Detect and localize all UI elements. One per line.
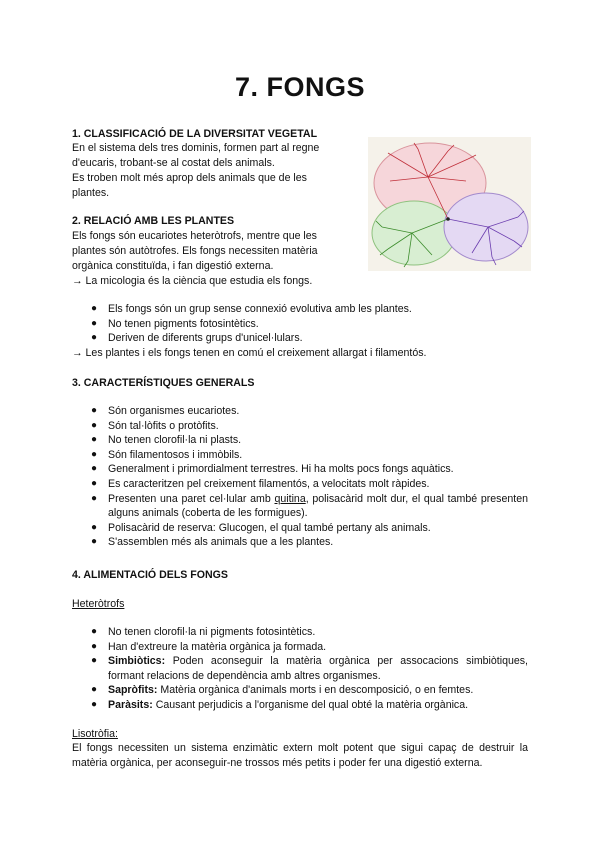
list-item: ● Sapròfits: Matèria orgànica d'animals morts i en descomposició, o en femtes. (91, 684, 474, 697)
list-item: ● Presenten una paret cel·lular amb quitina, polisacàrid molt dur, el qual també presenten alguns animals (coberta de les formigues). (91, 492, 528, 520)
bullet-icon: ● (91, 521, 98, 533)
section-4-heading: 4. ALIMENTACIÓ DELS FONGS (72, 569, 228, 581)
list-item: ● Generalment i primordialment terrestres. Hi ha molts pocs fongs aquàtics. (91, 463, 454, 476)
bullet-icon: ● (91, 477, 98, 489)
section-2-line-1: Els fongs són eucariotes heteròtrofs, mentre que les (72, 230, 317, 242)
bullet-icon: ● (91, 684, 98, 696)
bullet-icon: ● (91, 332, 98, 344)
list-item: ● No tenen clorofil·la ni pigments fotosintètics. (91, 626, 316, 638)
section-1-line-2: d'eucaris, trobant-se al costat dels animals. (72, 157, 275, 169)
section-2-line-2: plantes són autòtrofes. Els fongs necessiten matèria (72, 245, 318, 257)
quitina-term: quitina (274, 492, 306, 505)
page-title: 7. FONGS (234, 72, 366, 102)
root-node (446, 217, 450, 221)
section-2-note-2: → Les plantes i els fongs tenen en comú el creixement allargat i filamentós. (72, 347, 427, 359)
bullet-icon: ● (91, 448, 98, 460)
three-domains-tree-svg (368, 137, 531, 271)
section-1-line-3: Es troben molt més aprop dels animals que de les (72, 172, 307, 184)
list-item: ● Paràsits: Causant perjudicis a l'organisme del qual obté la matèria orgànica. (91, 698, 469, 711)
list-item: ● Són filamentosos i immòbils. (91, 448, 243, 461)
bullet-icon: ● (91, 626, 98, 637)
list-item: ● Són tal·lòfits o protòfits. (91, 419, 219, 432)
section-2-bullet-list (72, 302, 528, 346)
bullet-icon: ● (91, 434, 98, 446)
list-item: ● No tenen clorofil·la ni plasts. (91, 434, 242, 447)
list-item: ● Han d'extreure la matèria orgànica ja formada. (91, 640, 327, 653)
bullet-icon: ● (91, 419, 98, 431)
lisotrofia-paragraph: El fongs necessiten un sistema enzimàtic extern molt potent que sigui capaç de destruir la matèria orgànica, per aconseguir-ne trossos més petits i poder fer una digestió externa. (72, 742, 528, 769)
list-item: ● S'assemblen més als animals que a les plantes. (91, 536, 334, 549)
bullet-icon: ● (91, 303, 98, 314)
bullet-icon: ● (91, 492, 98, 504)
section-3-heading: 3. CARACTERÍSTIQUES GENERALS (72, 377, 255, 389)
bullet-icon: ● (91, 655, 98, 667)
list-item: ● Els fongs són un grup sense connexió evolutiva amb les plantes. (91, 303, 412, 315)
list-item: ● Deriven de diferents grups d'unicel·lulars. (91, 332, 303, 345)
section-2-note: → La micologia és la ciència que estudia els fongs. (72, 275, 313, 287)
section-1-line-4: plantes. (72, 187, 110, 199)
bullet-icon: ● (91, 536, 98, 548)
section-1-line-1: En el sistema dels tres dominis, formen part al regne (72, 142, 320, 154)
section-1-heading: 1. CLASSIFICACIÓ DE LA DIVERSITAT VEGETAL (72, 128, 318, 140)
list-item: ● Simbiòtics: Poden aconseguir la matèria orgànica per assocacions simbiòtiques, formant relacions de dependència amb altres organismes. (91, 655, 528, 682)
list-item: ● Es caracteritzen pel creixement filamentós, a velocitats molt ràpides. (91, 477, 430, 490)
bullet-icon: ● (91, 463, 98, 475)
bullet-icon: ● (91, 317, 98, 329)
bullet-icon: ● (91, 640, 98, 652)
bacteria-domain-circle (372, 201, 456, 265)
heterotrofs-subheading: Heteròtrofs (72, 598, 125, 610)
lisotrofia-subheading: Lisotròfia: (72, 728, 118, 740)
bullet-icon: ● (91, 698, 98, 710)
list-item: ● Polisacàrid de reserva: Glucogen, el qual també pertany als animals. (91, 521, 431, 534)
three-domains-tree-image (368, 137, 531, 271)
section-4-bullet-list (72, 625, 528, 713)
section-2-line-3: orgànica constituïda, i fan digestió externa. (72, 260, 274, 272)
list-item: ● Són organismes eucariotes. (91, 405, 240, 417)
section-3-bullet-list (72, 404, 528, 550)
list-item: ● No tenen pigments fotosintètics. (91, 317, 259, 330)
section-2-heading: 2. RELACIÓ AMB LES PLANTES (72, 215, 235, 227)
bullet-icon: ● (91, 405, 98, 416)
